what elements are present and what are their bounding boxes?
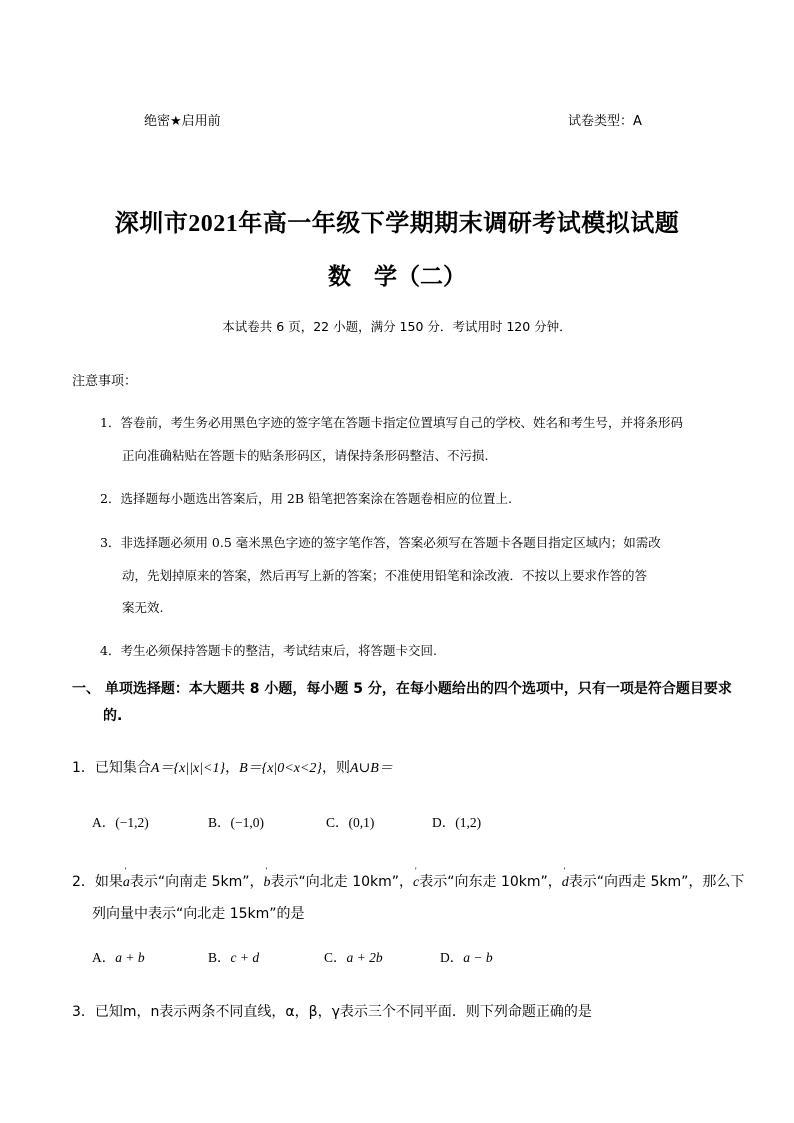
- exam-info: 本试卷共 6 页，22 小题，满分 150 分．考试用时 120 分钟．: [222, 319, 572, 334]
- question-3: 3．已知m，n表示两条不同直线，α，β，γ表示三个不同平面．则下列命题正确的是: [72, 1004, 592, 1020]
- section-heading: 一、 单项选择题：本大题共 8 小题，每小题 5 分，在每小题给出的四个选项中，只有一项是符合题目要求: [72, 681, 732, 697]
- q1-prefix: 1．已知集合: [72, 760, 151, 776]
- notice-item-3: 3．非选择题必须用 0.5 毫米黑色字迹的签字笔作答，答案必须写在答题卡各题目指定区域内；如需改: [100, 535, 661, 550]
- notice-item-1: 1．答卷前，考生务必用黑色字迹的签字笔在答题卡指定位置填写自己的学校、姓名和考生号，并将条形码: [100, 415, 683, 430]
- q1-union-expr: A∪B＝: [350, 761, 393, 776]
- q1-set-a: A＝{x||x|<1}: [150, 761, 226, 776]
- vector-b: ' b: [264, 875, 271, 891]
- q1-option-c: C．(0,1): [326, 815, 375, 830]
- notice-item-1-cont: 正向准确粘贴在答题卡的贴条形码区，请保持条形码整洁、不污损.: [122, 448, 489, 463]
- vector-c: ' c: [413, 875, 419, 891]
- q2-text-5: 表示“向西走 5km”，那么下: [568, 874, 745, 890]
- q2-option-a-label: A．: [92, 950, 116, 965]
- q1-sep-2: ，则: [322, 760, 351, 776]
- q2-option-b-expr: c + d: [230, 950, 260, 965]
- question-1: [72, 757, 393, 777]
- confidential-label: 绝密★启用前: [144, 114, 221, 129]
- vector-d: ' d: [562, 875, 569, 891]
- q2-text-4: 表示“向东走 10km”，: [419, 874, 562, 890]
- q1-set-b: B＝{x|0<x<2}: [239, 761, 323, 776]
- q1-option-a: A．(−1,2): [92, 815, 149, 830]
- question-2: [72, 871, 744, 891]
- q2-option-a-expr: a + b: [115, 950, 145, 965]
- q2-option-c: [324, 946, 383, 966]
- notice-heading: 注意事项：: [72, 374, 138, 389]
- q2-option-d-label: D．: [440, 950, 464, 965]
- notice-item-3-cont2: 案无效.: [122, 600, 164, 615]
- q2-option-d: [440, 946, 493, 966]
- section-heading-cont: 的.: [103, 708, 123, 724]
- q2-option-b-label: B．: [208, 950, 231, 965]
- q1-sep-1: ，: [225, 760, 240, 776]
- q2-option-b: [208, 946, 259, 966]
- notice-item-2: 2．选择题每小题选出答案后，用 2B 铅笔把答案涂在答题卷相应的位置上.: [100, 491, 513, 506]
- vector-a: ' a: [123, 875, 130, 891]
- notice-item-4: 4．考生必须保持答题卡的整洁，考试结束后，将答题卡交回.: [100, 643, 437, 658]
- q2-text-2: 表示“向南走 5km”，: [129, 874, 264, 890]
- q1-option-d: D．(1,2): [432, 815, 482, 830]
- q2-option-a: [92, 946, 145, 966]
- q2-text-1: 2．如果: [72, 874, 123, 890]
- question-2-cont: 列向量中表示“向北走 15km”的是: [92, 906, 305, 922]
- exam-title: 深圳市2021年高一年级下学期期末调研考试模拟试题: [114, 211, 680, 237]
- paper-type-label: 试卷类型：A: [568, 114, 642, 129]
- q1-option-b: B．(−1,0): [208, 815, 264, 830]
- q2-option-c-label: C．: [324, 950, 347, 965]
- notice-item-3-cont: 动，先划掉原来的答案，然后再写上新的答案；不准使用铅笔和涂改液．不按以上要求作答的答: [122, 568, 648, 583]
- exam-subtitle: 数 学（二）: [328, 264, 466, 289]
- q2-text-3: 表示“向北走 10km”，: [270, 874, 414, 890]
- q2-option-d-expr: a − b: [463, 950, 493, 965]
- q2-option-c-expr: a + 2b: [346, 950, 383, 965]
